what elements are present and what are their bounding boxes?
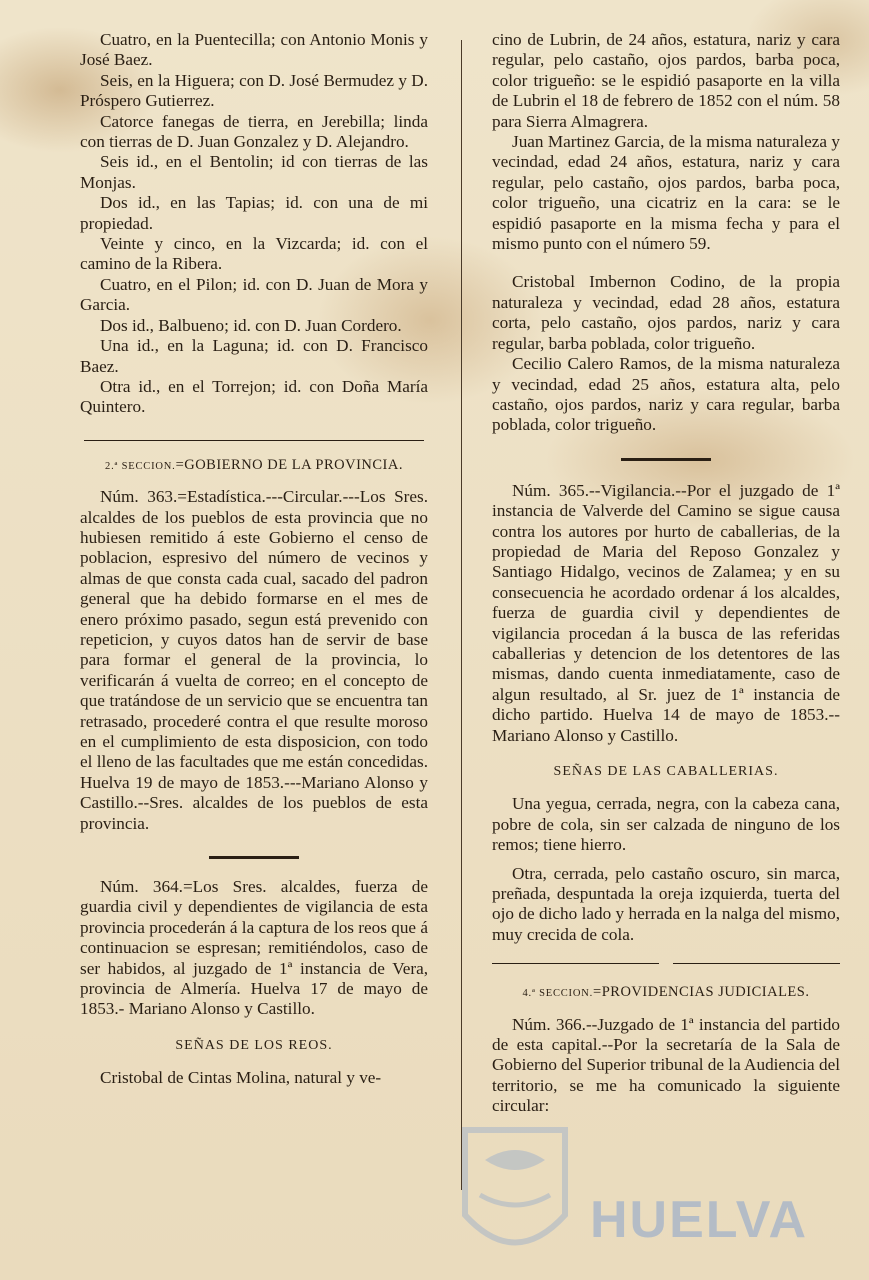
section-rule — [84, 440, 424, 441]
section-2-heading — [80, 455, 428, 477]
land-item: Dos id., Balbueno; id. con D. Juan Cordero. — [100, 315, 402, 335]
section-rule — [492, 963, 840, 964]
land-item: Catorce fanegas de tierra, en Jerebilla; linda con tierras de D. Juan Gonzalez y D. Alejandro. — [80, 111, 428, 152]
section-4-heading — [492, 982, 840, 1004]
caballeria-otra: Otra, cerrada, pelo castaño oscuro, sin marca, preñada, despuntada la oreja izquierda, tuerta del ojo de dicho lado y herrada en la nalga del mismo, muy crecida de cola. — [492, 863, 840, 944]
land-item: Seis id., en el Bentolin; id con tierras de las Monjas. — [80, 152, 428, 192]
notice-rule — [621, 458, 711, 461]
section-4-title: =PROVIDENCIAS JUDICIALES. — [593, 984, 810, 1001]
caballeria-yegua: Una yegua, cerrada, negra, con la cabeza cana, pobre de cola, sin ser calzada de ninguno de los remos; tiene hierro. — [492, 794, 840, 855]
reo-cristobal-imbernon: Cristobal Imbernon Codino, de la propia naturaleza y vecindad, edad 28 años, estatura corta, pelo castaño, ojos pardos, nariz y cara regular, barba poblada, color trigueño. — [492, 272, 840, 353]
left-column — [80, 30, 428, 1089]
right-column — [492, 30, 840, 1117]
notice-365: Núm. 365.--Vigilancia.--Por el juzgado de 1ª instancia de Valverde del Camino se sigue causa contra los autores por hurto de caballerias, de la propiedad de Maria del Reposo Gonzalez y Santiago Hidalgo, vecinos de Zalamea; y en su consecuencia he acordado ordenar á los alcaldes, fuerza de guardia civil y dependientes de vigilancia procedan á la busca de las referidas caballerias y detencion de los detentores de las mismas, dando cuenta inmediatamente, caso de algun resultado, al Sr. juez de 1ª instancia de dicho partido. Huelva 14 de mayo de 1853.--Mariano Alonso y Castillo. — [492, 480, 840, 745]
reo-cecilio: Cecilio Calero Ramos, de la misma naturaleza y vecindad, edad 25 años, estatura alta, pelo castaño, ojos pardos, nariz y cara regular, barba poblada, color trigueño. — [492, 354, 840, 435]
land-item: Cuatro, en la Puentecilla; con Antonio Monis y José Baez. — [80, 30, 428, 70]
notice-364: Núm. 364.=Los Sres. alcaldes, fuerza de guardia civil y dependientes de vigilancia de esta provincia procederán á la captura de los reos que á continuacion se espresan; remitiéndolos, caso de ser habidos, al juzgado de 1ª instancia de Vera, provincia de Almería. Huelva 17 de mayo de 1853.- Mariano Alonso y Castillo. — [80, 877, 428, 1019]
notice-rule — [209, 856, 299, 859]
notice-363: Núm. 363.=Estadística.---Circular.---Los Sres. alcaldes de los pueblos de esta provincia que no hubiesen remitido á este Gobierno el censo de poblacion, espresivo del número de vecinos y almas de que consta cada cual, sacado del padron general que ha debido formarse en el mes de enero próximo pasado, segun está prevenido con repeticion, y cuyos datos han de servir de base para formar el general de la provincia, lo verificarán á vuelta de correo; en el concepto de que tratándose de un servicio que se encuentra tan retrasado, procederé contra el que resulte moroso en el cumplimiento de esta disposicion, con todo el lleno de las facultades que me están concedidas. Huelva 19 de mayo de 1853.---Mariano Alonso y Castillo.--Sres. alcaldes de los pueblos de esta provincia. — [80, 487, 428, 833]
section-2-title: =GOBIERNO DE LA PROVINCIA. — [175, 456, 403, 473]
section-2-prefix: 2.ª SECCION. — [105, 460, 176, 472]
reo-juan: Juan Martinez Garcia, de la misma naturaleza y vecindad, edad 24 años, estatura, nariz y cara regular, pelo castaño, ojos pardos, barba poca, color trigueño, una cicatriz en la cara: se le espidió pasaporte en la misma fecha y para el mismo punto con el número 59. — [492, 132, 840, 254]
land-item: Seis, en la Higuera; con D. José Bermudez y D. Próspero Gutierrez. — [80, 70, 428, 111]
land-item: Una id., en la Laguna; id. con D. Francisco Baez. — [80, 336, 428, 376]
reo-cristobal-cont: cino de Lubrin, de 24 años, estatura, nariz y cara regular, pelo castaño, ojos pardos, barba poca, color trigueño: se le espidió pasaporte en la villa de Lubrin el 18 de febrero de 1852 con el núm. 58 para Sierra Almagrera. — [492, 30, 840, 131]
watermark-text: HUELVA — [590, 1191, 809, 1249]
land-item: Otra id., en el Torrejon; id. con Doña María Quintero. — [80, 376, 428, 417]
column-divider — [461, 40, 462, 1190]
section-4-prefix: 4.ª SECCION. — [522, 988, 594, 1000]
land-item: Cuatro, en el Pilon; id. con D. Juan de Mora y Garcia. — [80, 274, 428, 315]
land-item: Veinte y cinco, en la Vizcarda; id. con el camino de la Ribera. — [80, 234, 428, 274]
notice-366: Núm. 366.--Juzgado de 1ª instancia del partido de esta capital.--Por la secretaría de la Sala de Gobierno del Superior tribunal de la Audiencia del territorio, se me ha comunicado la siguiente circular: — [492, 1014, 840, 1116]
senas-caballerias-heading: SEÑAS DE LAS CABALLERIAS. — [553, 764, 779, 779]
reo-cristobal-start: Cristobal de Cintas Molina, natural y ve- — [100, 1068, 382, 1088]
senas-reos-heading: SEÑAS DE LOS REOS. — [175, 1037, 333, 1053]
land-item: Dos id., en las Tapias; id. con una de mi propiedad. — [80, 193, 428, 233]
